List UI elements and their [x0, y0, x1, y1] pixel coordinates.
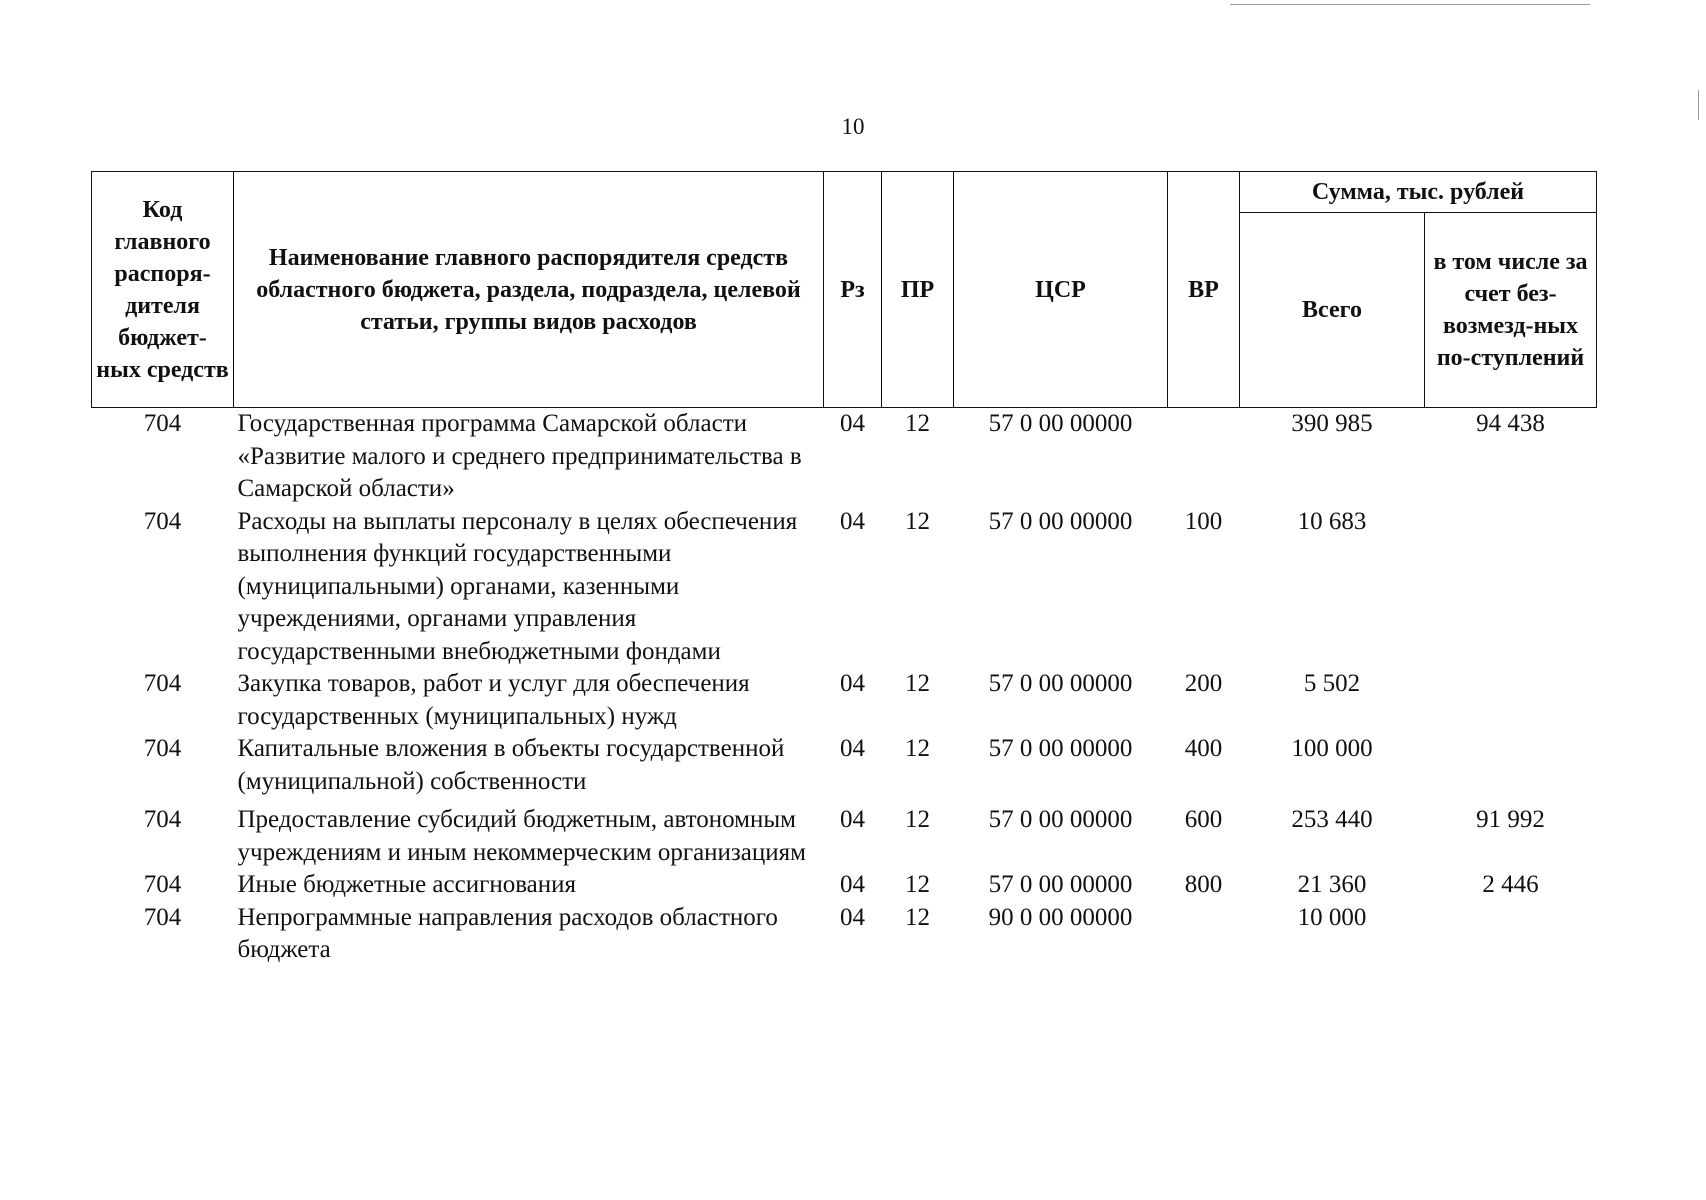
cell-grants: 91 992: [1476, 806, 1545, 833]
cell-pr: 12: [905, 735, 930, 762]
table-row: [92, 668, 1597, 733]
cell-rz: 04: [840, 410, 865, 437]
cell-vr: 200: [1184, 670, 1223, 697]
budget-table: [91, 171, 1597, 967]
cell-name: Государственная программа Самарской области «Развитие малого и среднего предпринимательства в Самарской области»: [237, 410, 802, 502]
cell-csr: 57 0 00 00000: [988, 806, 1133, 833]
cell-pr: 12: [905, 410, 930, 437]
cell-pr: 12: [905, 871, 930, 898]
table-row: [92, 869, 1597, 902]
cell-vr: 100: [1184, 507, 1223, 535]
table-body: [92, 408, 1597, 967]
cell-code: 704: [143, 735, 182, 762]
cell-total: 390 985: [1291, 410, 1373, 437]
header-total: Всего: [1240, 213, 1425, 408]
cell-code: 704: [143, 903, 182, 931]
cell-code: 704: [143, 806, 182, 833]
cell-csr: 57 0 00 00000: [988, 735, 1133, 762]
cell-rz: 04: [840, 735, 865, 762]
cell-grants: 2 446: [1482, 871, 1539, 898]
cell-grants: [1425, 733, 1597, 798]
cell-grants: [1425, 902, 1597, 967]
cell-code: 704: [143, 507, 182, 535]
cell-csr: 90 0 00 00000: [988, 903, 1133, 931]
cell-name: Закупка товаров, работ и услуг для обеспечения государственных (муниципальных) нужд: [237, 670, 750, 730]
cell-grants: [1425, 506, 1597, 669]
cell-vr: 800: [1184, 871, 1223, 898]
cell-csr: 57 0 00 00000: [988, 410, 1133, 437]
cell-code: 704: [143, 871, 182, 898]
cell-rz: 04: [840, 507, 865, 535]
cell-grants: 94 438: [1476, 410, 1545, 437]
cell-rz: 04: [840, 903, 865, 931]
table-row: [92, 733, 1597, 798]
cell-total: 10 683: [1297, 507, 1367, 535]
cell-vr: [1168, 408, 1240, 506]
cell-pr: 12: [905, 507, 930, 535]
cell-code: 704: [143, 670, 182, 697]
table-row: [92, 804, 1597, 869]
cell-rz: 04: [840, 806, 865, 833]
header-sum-group: Сумма, тыс. рублей: [1240, 172, 1597, 213]
cell-csr: 57 0 00 00000: [988, 507, 1133, 535]
cell-name: Предоставление субсидий бюджетным, автономным учреждениям и иным некоммерческим организациям: [237, 806, 806, 866]
scan-artifact-line: [1230, 4, 1590, 5]
cell-vr: 400: [1184, 735, 1223, 762]
cell-total: 10 000: [1297, 903, 1367, 931]
header-vr: ВР: [1168, 172, 1240, 408]
cell-total: 21 360: [1297, 871, 1367, 898]
table-row: [92, 902, 1597, 967]
header-name: Наименование главного распорядителя средств областного бюджета, раздела, подраздела, целевой статьи, группы видов расходов: [234, 172, 824, 408]
cell-name: Расходы на выплаты персоналу в целях обеспечения выполнения функций государственными (муниципальными) органами, казенными учреждениями, органами управления государственными внебюджетными фондами: [237, 507, 798, 665]
cell-total: 253 440: [1291, 806, 1373, 833]
table-row: [92, 506, 1597, 669]
cell-total: 100 000: [1291, 735, 1373, 762]
header-pr: ПР: [882, 172, 954, 408]
cell-name: Непрограммные направления расходов областного бюджета: [237, 903, 778, 963]
cell-vr: [1168, 902, 1240, 967]
table-row: [92, 408, 1597, 506]
page-number: 10: [841, 114, 865, 139]
cell-name: Капитальные вложения в объекты государственной (муниципальной) собственности: [237, 735, 785, 795]
cell-pr: 12: [905, 806, 930, 833]
cell-csr: 57 0 00 00000: [988, 670, 1133, 697]
header-csr: ЦСР: [954, 172, 1168, 408]
cell-csr: 57 0 00 00000: [988, 871, 1133, 898]
header-rz: Рз: [824, 172, 882, 408]
cell-name: Иные бюджетные ассигнования: [237, 871, 577, 898]
cell-vr: 600: [1184, 806, 1223, 833]
cell-grants: [1425, 668, 1597, 733]
header-code: Код главного распоря-дителя бюджет-ных средств: [92, 172, 234, 408]
table-header: [92, 172, 1597, 408]
cell-rz: 04: [840, 670, 865, 697]
cell-rz: 04: [840, 871, 865, 898]
cell-total: 5 502: [1303, 670, 1361, 697]
cell-pr: 12: [905, 903, 930, 931]
header-grants: в том числе за счет без-возмезд-ных по-ступлений: [1425, 213, 1597, 408]
cell-code: 704: [143, 410, 182, 437]
cell-pr: 12: [905, 670, 930, 697]
